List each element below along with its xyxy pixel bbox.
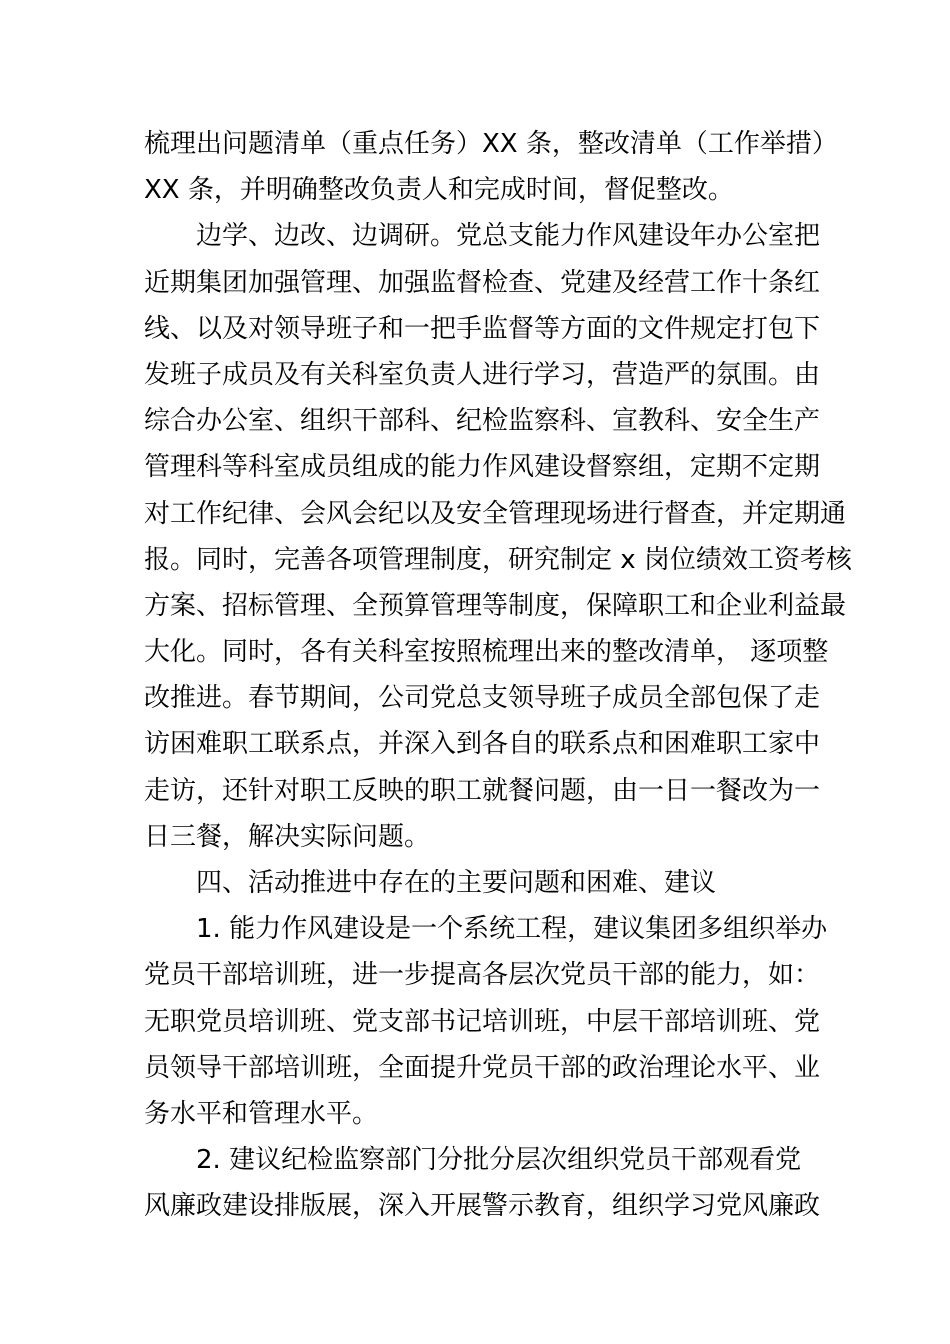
text-line: 改推进。春节期间，公司党总支领导班子成员全部包保了走 [144,683,821,714]
section-heading: 四、活动推进中存在的主要问题和困难、建议 [196,868,717,898]
text-line: XX 条，并明确整改负责人和完成时间，督促整改。 [144,175,734,206]
text-line: 综合办公室、组织干部科、纪检监察科、宣教科、安全生产 [144,406,821,437]
text-line: 方案、招标管理、全预算管理等制度，保障职工和企业利益最 [144,590,847,621]
text-line: 对工作纪律、会风会纪以及安全管理现场进行督查，并定期通 [144,498,847,529]
text-line: 管理科等科室成员组成的能力作风建设督察组，定期不定期 [144,452,821,483]
text-line: 线、以及对领导班子和一把手监督等方面的文件规定打包下 [144,313,821,344]
text-line: 走访，还针对职工反映的职工就餐问题，由一日一餐改为一 [144,775,821,806]
paragraph-start-line: 2. 建议纪检监察部门分批分层次组织党员干部观看党 [196,1145,802,1176]
text-line: 访困难职工联系点，并深入到各自的联系点和困难职工家中 [144,729,821,760]
text-line: 梳理出问题清单（重点任务）XX 条，整改清单（工作举措） [144,129,838,159]
text-line: 日三餐，解决实际问题。 [144,821,431,852]
paragraph-start-line: 1. 能力作风建设是一个系统工程，建议集团多组织举办 [196,914,828,945]
text-line: 大化。同时，各有关科室按照梳理出来的整改清单， 逐项整 [144,637,829,668]
text-line: 党员干部培训班，进一步提高各层次党员干部的能力，如： [144,960,821,991]
text-line: 发班子成员及有关科室负责人进行学习，营造严的氛围。由 [144,359,821,390]
text-line: 风廉政建设排版展，深入开展警示教育，组织学习党风廉政 [144,1191,821,1222]
paragraph-start-line: 边学、边改、边调研。党总支能力作风建设年办公室把 [196,221,821,252]
text-line: 近期集团加强管理、加强监督检查、党建及经营工作十条红 [144,267,821,298]
text-line: 无职党员培训班、党支部书记培训班，中层干部培训班、党 [144,1006,821,1037]
document-body [144,121,852,1230]
text-line: 员领导干部培训班，全面提升党员干部的政治理论水平、业 [144,1052,821,1083]
text-line: 务水平和管理水平。 [144,1098,379,1129]
text-line: 报。同时，完善各项管理制度，研究制定 x 岗位绩效工资考核 [144,544,852,575]
